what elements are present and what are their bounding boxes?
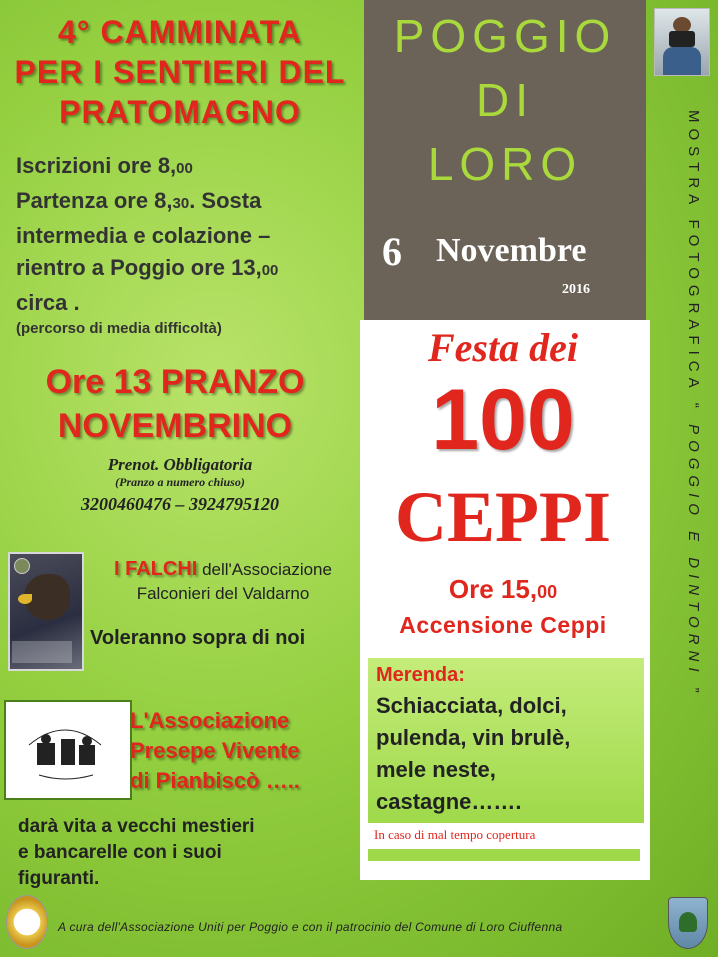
festival-time-minutes: 00 — [537, 582, 558, 602]
reservation-note: (Pranzo a numero chiuso) — [115, 475, 245, 489]
presepe-desc-line-1: darà vita a vecchi mestieri — [18, 816, 255, 837]
exhibition-label: MOSTRA FOTOGRAFICA “ — [685, 110, 702, 425]
bad-weather-note: In caso di mal tempo copertura — [374, 827, 536, 842]
exhibition-title: POGGIO E DINTORNI — [685, 424, 702, 678]
schedule-line-1-minutes: 00 — [176, 160, 193, 177]
footer-credits: A cura dell'Associazione Uniti per Poggio e con il patrocinio del Comune di Loro Ciuffenna — [58, 920, 563, 934]
walk-title-line-2: PER I SENTIERI DEL — [14, 54, 346, 90]
lunch-line-1: Ore 13 PRANZO — [45, 363, 305, 401]
photo-caption-box — [12, 641, 72, 663]
event-day: 6 — [382, 229, 402, 274]
presepe-association — [130, 706, 350, 796]
reservation-info — [20, 455, 340, 515]
presepe-logo-icon — [9, 705, 121, 789]
schedule-line-1: Iscrizioni ore 8, — [16, 153, 177, 178]
photo-exhibition-vertical — [682, 110, 702, 890]
reservation-required: Prenot. Obbligatoria — [107, 455, 253, 474]
falconers-badge-icon — [14, 558, 30, 574]
walk-schedule — [16, 150, 356, 339]
falchi-name: I FALCHI — [114, 558, 198, 580]
festival-number: 100 — [431, 372, 575, 468]
schedule-line-5: circa . — [16, 290, 80, 315]
festival-time-hour: Ore 15, — [448, 574, 538, 604]
photographer-icon — [654, 8, 710, 76]
hawk-beak-icon — [18, 594, 32, 604]
schedule-line-2-minutes: 30 — [172, 195, 190, 212]
event-year: 2016 — [562, 282, 590, 297]
photographer-body — [663, 47, 701, 75]
ceppi-lighting: Accensione Ceppi — [399, 612, 607, 638]
falcon-photo — [8, 552, 84, 671]
camera-icon — [669, 31, 695, 47]
festival-title: Festa dei — [428, 325, 578, 370]
presepe-desc-line-2: e bancarelle con i suoi — [18, 842, 222, 863]
presepe-description — [18, 814, 348, 892]
difficulty-note: (percorso di media difficoltà) — [16, 320, 222, 337]
town-line-3: LORO — [427, 138, 583, 190]
green-divider — [368, 849, 640, 861]
comune-crest-icon — [668, 897, 708, 949]
presepe-line-3: di Pianbiscò ….. — [130, 768, 300, 793]
presepe-line-2: Presepe Vivente — [130, 738, 300, 763]
walk-title — [0, 12, 360, 132]
exhibition-close-quote: ” — [685, 677, 702, 699]
presepe-logo — [6, 702, 130, 798]
schedule-line-2: Partenza ore 8, — [16, 188, 173, 213]
falchi-association: dell'Associazione — [197, 560, 332, 579]
falcons-fly-text: Voleranno sopra di noi — [90, 627, 306, 649]
uniti-per-poggio-logo-icon — [6, 895, 48, 949]
falconers-text — [92, 557, 354, 606]
festival-ceppi: CEPPI — [395, 477, 611, 557]
crest-tree-icon — [679, 912, 697, 932]
town-panel — [364, 0, 646, 320]
lunch-line-2: NOVEMBRINO — [57, 407, 293, 445]
schedule-line-4-minutes: 00 — [261, 262, 279, 279]
walk-title-line-3: PRATOMAGNO — [59, 94, 301, 130]
falchi-line-2: Falconieri del Valdarno — [136, 584, 310, 603]
presepe-desc-line-3: figuranti. — [18, 868, 100, 889]
town-line-2: DI — [476, 74, 534, 126]
event-month: Novembre — [436, 232, 587, 269]
snack-item: Schiacciata, dolci, — [376, 693, 567, 718]
presepe-line-1: L'Associazione — [130, 708, 290, 733]
schedule-line-2-rest: . Sosta — [189, 188, 262, 213]
festival-time — [360, 574, 646, 605]
snack-item: castagne……. — [376, 789, 522, 814]
snack-title: Merenda: — [376, 664, 465, 686]
schedule-line-4: rientro a Poggio ore 13, — [16, 255, 262, 280]
snack-list — [376, 690, 646, 818]
snack-item: pulenda, vin brulè, — [376, 725, 571, 750]
phone-numbers: 3200460476 – 3924795120 — [81, 494, 279, 514]
schedule-line-3: intermedia e colazione – — [16, 223, 271, 248]
town-line-1: POGGIO — [393, 10, 617, 62]
lunch-heading — [0, 360, 350, 448]
snack-item: mele neste, — [376, 757, 496, 782]
walk-title-line-1: 4° CAMMINATA — [57, 14, 303, 50]
